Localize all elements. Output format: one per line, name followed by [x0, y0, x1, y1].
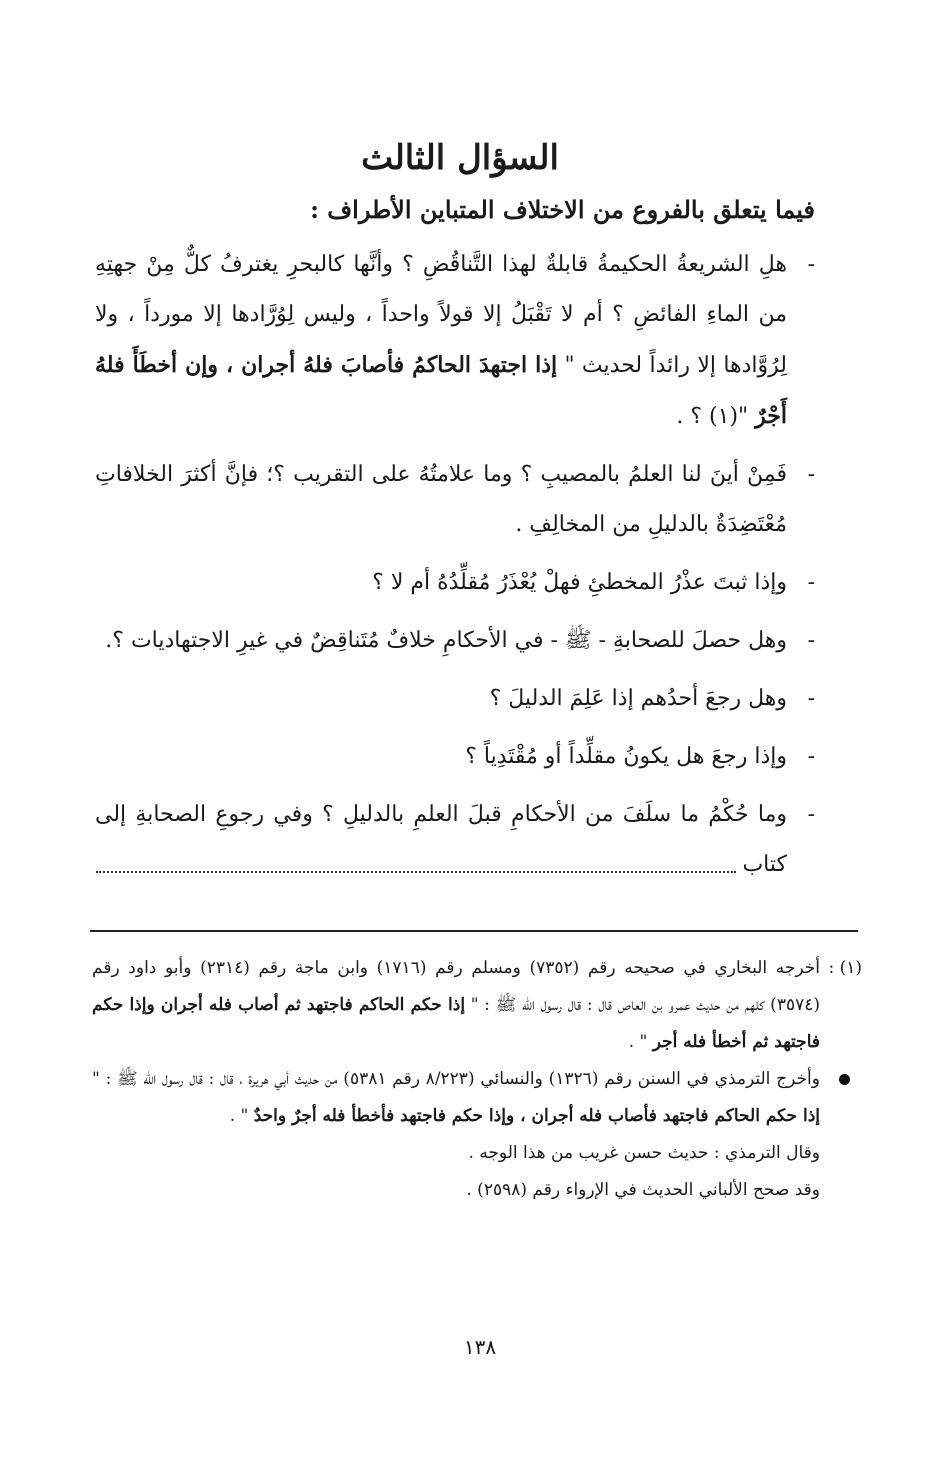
footnote-number: (١) :: [828, 958, 862, 978]
question-text: وإذا ثبتَ عذْرُ المخطئِ فهلْ يُعْذَرُ مُقلِّدُهُ أم لا ؟: [372, 570, 787, 595]
footnote-bullet-item: [92, 1061, 862, 1135]
section-subtitle: فيما يتعلق بالفروع من الاختلاف المتباين الأطراف :: [310, 195, 815, 224]
question-text: فَمِنْ أينَ لنا العلمُ بالمصيبِ ؟ وما علامتُهُ على التقريب ؟؛ فإنَّ أكثرَ الخلافاتِ مُعْتَضِدَةٌ بالدليلِ من المخالِفِ .: [95, 462, 787, 537]
list-dash: -: [807, 252, 815, 277]
footnote-text: أخرجه البخاري في صحيحه رقم (٧٣٥٢) ومسلم رقم (١٧١٦) وابن ماجة رقم (٢٣١٤) وأبو داود رقم (٣٥٧٤) كلهم من حديث عمرو بن العاص قال : قال رسول الله ﷺ : ": [92, 958, 821, 1015]
question-item: [95, 558, 815, 608]
footnote-text-end: " .: [628, 1032, 653, 1052]
page-number: ١٣٨: [463, 1335, 497, 1359]
question-text: هلِ الشريعةُ الحكيمةُ قابلةٌ لهذا التَّناقُضِ ؟ وأنَّها كالبحرِ يغترفُ كلٌّ مِنْ جهتِهِ من الماءِ الفائضِ ؟ أم لا تَقْبَلُ إلا قولاً واحداً ، وليس لِوُرَّادها إلا مورداً ، ولا لِرُوَّادها إلا رائداً لحديث ": [95, 252, 788, 378]
question-text-end: "(١) ؟ .: [676, 404, 756, 429]
question-item: [95, 240, 815, 442]
question-item: [95, 674, 815, 724]
question-item: [95, 732, 815, 782]
footnote-separator: [90, 930, 858, 932]
list-dash: -: [807, 462, 815, 487]
question-item: [95, 450, 815, 550]
question-text: وهل حصلَ للصحابةِ - ﷺ - في الأحكامِ خلافٌ مُتَناقِضٌ في غيرِ الاجتهاديات ؟.: [105, 628, 787, 653]
list-dash: -: [807, 802, 815, 827]
question-item: [95, 790, 815, 890]
footnote-1: [92, 950, 862, 1061]
page-title: السؤال الثالث: [361, 138, 559, 178]
hadith-bold-text: إذا اجتهدَ الحاكمُ فأصابَ فلهُ أجران ، وإن أخطَأَ فلهُ أَجْرٌ: [95, 352, 787, 429]
question-text: وإذا رجعَ هل يكونُ مقلِّداً أو مُقْتَدِياً ؟: [465, 744, 787, 769]
list-dash: -: [807, 628, 815, 653]
continuation-dots: [96, 857, 736, 873]
questions-list: [95, 240, 815, 898]
list-dash: -: [807, 744, 815, 769]
footnote-line: وقال الترمذي : حديث حسن غريب من هذا الوجه .: [468, 1143, 820, 1163]
question-item: [95, 616, 815, 666]
question-text: وما حُكْمُ ما سلَفَ من الأحكامِ قبلَ العلمِ بالدليلِ ؟ وفي رجوعِ الصحابةِ إلى كتاب: [95, 802, 787, 877]
footnote-hadith-bold: إذا حكم الحاكم فاجتهد ثم أصاب فله أجران وإذا حكم فاجتهد ثم أخطأ فله أجر: [92, 995, 820, 1052]
footnote-text-end: " .: [229, 1106, 254, 1126]
list-dash: -: [807, 570, 815, 595]
bullet-dot-icon: [839, 1074, 850, 1085]
list-dash: -: [807, 686, 815, 711]
footnotes: [92, 950, 862, 1209]
footnote-line: وقد صحح الألباني الحديث في الإرواء رقم (٢٥٩٨) .: [466, 1180, 820, 1200]
question-text: وهل رجعَ أحدُهم إذا عَلِمَ الدليلَ ؟: [489, 686, 787, 711]
footnote-hadith-bold: إذا حكم الحاكم فاجتهد فأصاب فله أجران ، وإذا حكم فاجتهد فأخطأ فله أجرٌ واحدٌ: [253, 1106, 820, 1126]
footnote-text: وأخرج الترمذي في السنن رقم (١٣٢٦) والنسائي (٨/٢٢٣ رقم ٥٣٨١) من حديث أبي هريرة ، قال : قال رسول الله ﷺ : ": [92, 1069, 820, 1089]
